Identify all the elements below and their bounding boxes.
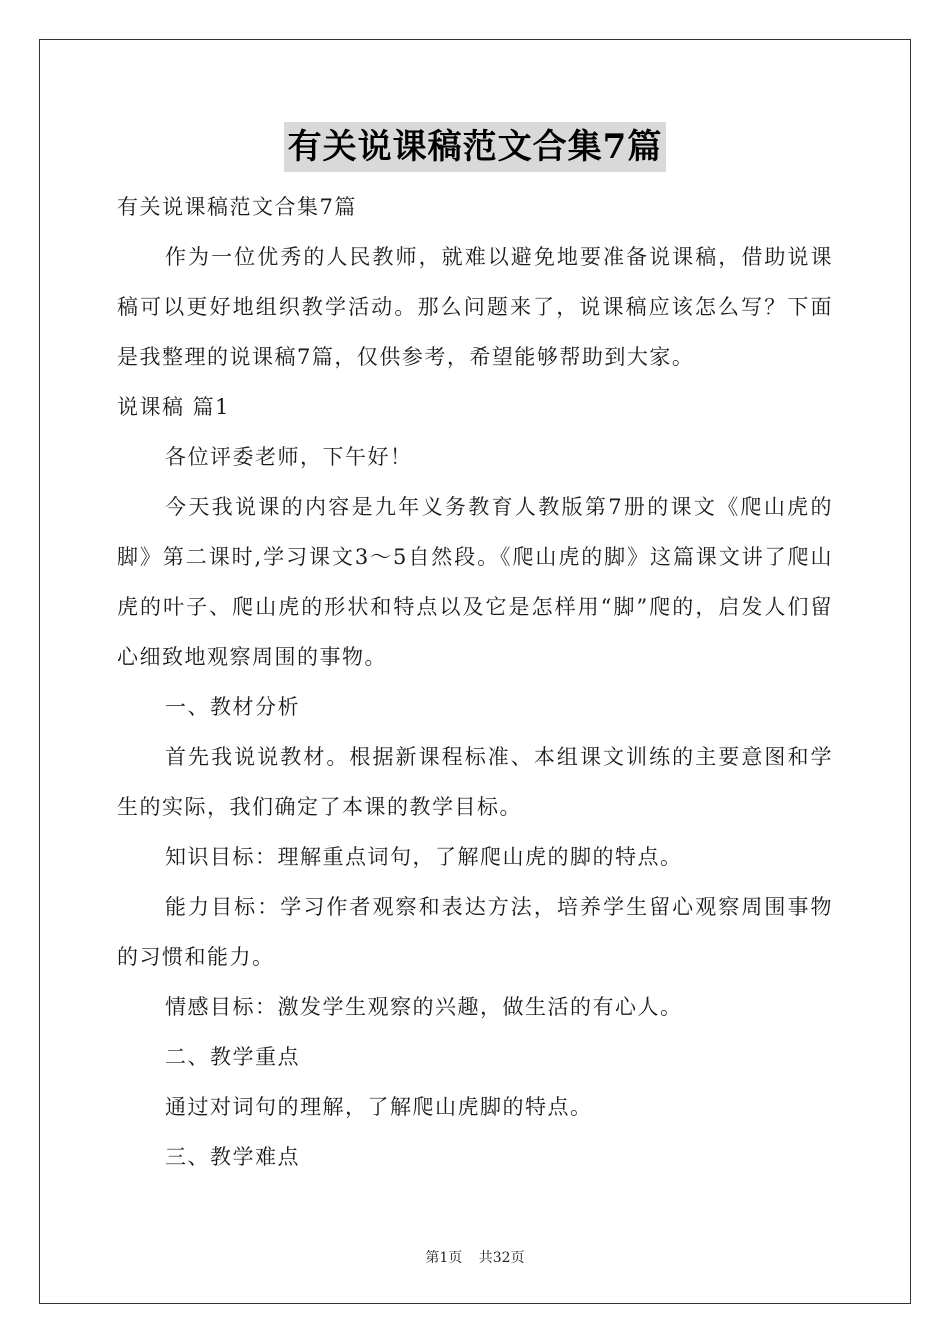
paragraph: 各位评委老师，下午好！: [165, 445, 413, 469]
subsection-heading: 二、教学重点: [165, 1045, 300, 1069]
page-count: 共32页: [478, 1250, 525, 1266]
section-heading: 说课稿 篇1: [117, 395, 231, 419]
paragraph: 情感目标：激发学生观察的兴趣，做生活的有心人。: [165, 995, 683, 1019]
subsection-heading: 一、教材分析: [165, 695, 300, 719]
paragraph: 知识目标：理解重点词句，了解爬山虎的脚的特点。: [165, 845, 683, 869]
document-body: [117, 182, 833, 1182]
paragraph: 有关说课稿范文合集7篇: [117, 195, 357, 219]
title-container: [0, 122, 950, 172]
document-title: 有关说课稿范文合集7篇: [284, 122, 667, 172]
paragraph: 作为一位优秀的人民教师，就难以避免地要准备说课稿，借助说课稿可以更好地组织教学活动。那么问题来了，说课稿应该怎么写？下面是我整理的说课稿7篇，仅供参考，希望能够帮助到大家。: [117, 245, 833, 369]
paragraph: 首先我说说教材。根据新课程标准、本组课文训练的主要意图和学生的实际，我们确定了本课的教学目标。: [117, 745, 833, 819]
paragraph: 通过对词句的理解，了解爬山虎脚的特点。: [165, 1095, 593, 1119]
paragraph: 今天我说课的内容是九年义务教育人教版第7册的课文《爬山虎的脚》第二课时,学习课文3～5自然段。《爬山虎的脚》这篇课文讲了爬山虎的叶子、爬山虎的形状和特点以及它是怎样用“脚”爬的，启发人们留心细致地观察周围的事物。: [117, 495, 833, 669]
paragraph: 能力目标：学习作者观察和表达方法，培养学生留心观察周围事物的习惯和能力。: [117, 895, 833, 969]
page-footer: [0, 1247, 950, 1267]
subsection-heading: 三、教学难点: [165, 1145, 300, 1169]
page-number: 第1页: [425, 1250, 463, 1266]
